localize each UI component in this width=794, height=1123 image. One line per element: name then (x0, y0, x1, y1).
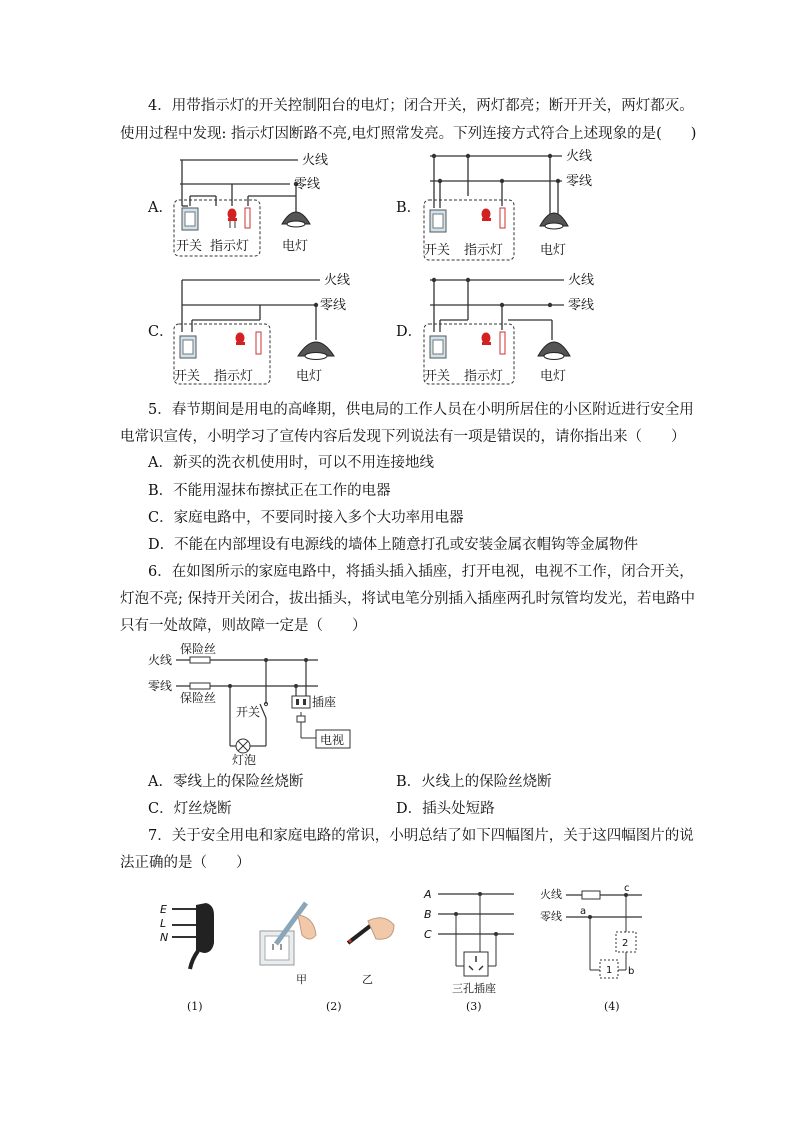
q4-stem-line1: 4．用带指示灯的开关控制阳台的电灯；闭合开关，两灯都亮；断开开关，两灯都灭。 (148, 98, 694, 114)
q7-fig1-caption: (1) (187, 1000, 203, 1013)
q4c-neutral-label: 零线 (320, 298, 347, 313)
q7-fig1-plug (150, 895, 230, 980)
q5-option-b[interactable]: B．不能用湿抹布擦拭正在工作的电器 (148, 483, 391, 499)
q4-stem-line2: 使用过程中发现: 指示灯因断路不亮,电灯照常发亮。下列连接方式符合上述现象的是( ) (120, 126, 697, 142)
q4-circuit-b (420, 148, 600, 263)
q6-stem-line2: 灯泡不亮; 保持开关闭合，拔出插头，将试电笔分别插入插座两孔时氖管均发光，若电路中 (120, 591, 695, 607)
q7-fig4-box2: 2 (622, 938, 629, 949)
q7-fig4-a: a (580, 906, 587, 917)
q6-fuse2-label: 保险丝 (180, 691, 217, 705)
q4-circuit-a (170, 148, 340, 260)
q6-option-b[interactable]: B．火线上的保险丝烧断 (396, 774, 552, 790)
q7-fig4-neutral: 零线 (540, 910, 562, 923)
q4b-indicator-label: 指示灯 (464, 243, 504, 258)
q5-option-d[interactable]: D．不能在内部埋设有电源线的墙体上随意打孔或安装金属衣帽钩等金属物件 (148, 537, 639, 553)
q6-option-a[interactable]: A．零线上的保险丝烧断 (148, 774, 304, 790)
q4a-indicator-label: 指示灯 (210, 239, 250, 254)
q4d-switch-label: 开关 (424, 369, 451, 384)
q7-fig1-l: L (160, 917, 167, 930)
q7-fig2-jia: 甲 (296, 973, 307, 986)
q7-fig3-b: B (424, 908, 432, 921)
q7-fig3-socket (420, 886, 520, 996)
q7-fig4-circuit (538, 884, 648, 984)
q4a-switch-label: 开关 (176, 239, 203, 254)
q4a-neutral-label: 零线 (294, 177, 321, 192)
q4-option-b[interactable]: B． (396, 200, 422, 216)
q7-fig2-caption: (2) (326, 1000, 342, 1013)
q4-circuit-c (170, 272, 360, 387)
q5-stem-line1: 5．春节期间是用电的高峰期，供电局的工作人员在小明所居住的小区附近进行安全用 (148, 402, 694, 418)
q7-stem-line2: 法正确的是（ ） (120, 855, 251, 871)
q6-circuit-figure (146, 642, 356, 766)
q6-option-c[interactable]: C．灯丝烧断 (148, 801, 232, 817)
q7-fig4-b: b (628, 966, 635, 977)
q4-circuit-d (420, 272, 600, 387)
q7-fig4-live: 火线 (540, 888, 562, 901)
q6-stem-line1: 6．在如图所示的家庭电路中，将插头插入插座，打开电视，电视不工作，闭合开关， (148, 564, 694, 580)
q7-fig4-caption: (4) (604, 1000, 620, 1013)
q7-fig4-box1: 1 (606, 965, 613, 976)
q5-option-c[interactable]: C．家庭电路中，不要同时接入多个大功率用电器 (148, 510, 464, 526)
q7-stem-line1: 7．关于安全用电和家庭电路的常识，小明总结了如下四幅图片，关于这四幅图片的说 (148, 828, 694, 844)
q4d-neutral-label: 零线 (568, 298, 595, 313)
q7-fig3-a: A (424, 888, 432, 901)
q6-bulb-label: 灯泡 (232, 753, 257, 767)
q4-option-d[interactable]: D． (396, 324, 423, 340)
q6-switch-label: 开关 (236, 705, 261, 719)
q7-fig2-test-pen (244, 895, 409, 990)
q6-live-label: 火线 (148, 653, 173, 667)
q4c-switch-label: 开关 (174, 369, 201, 384)
q7-fig3-caption: (3) (466, 1000, 482, 1013)
q6-socket-label: 插座 (312, 695, 337, 709)
q7-fig1-n: N (160, 931, 169, 944)
q4b-switch-label: 开关 (424, 243, 451, 258)
q7-fig1-e: E (160, 903, 167, 916)
q7-fig3-c: C (424, 928, 432, 941)
q5-stem-line2: 电常识宣传，小明学习了宣传内容后发现下列说法有一项是错误的，请你指出来（ ） (120, 429, 686, 445)
q4-option-c[interactable]: C． (148, 324, 174, 340)
q6-tv-label: 电视 (320, 733, 345, 747)
q4a-lamp-label: 电灯 (282, 239, 309, 254)
q6-stem-line3: 只有一处故障，则故障一定是（ ） (120, 618, 367, 634)
q7-fig2-yi: 乙 (362, 973, 373, 986)
q7-fig4-c: c (624, 883, 630, 894)
q4c-lamp-label: 电灯 (296, 369, 323, 384)
q6-fuse1-label: 保险丝 (180, 642, 217, 656)
q4b-live-label: 火线 (566, 149, 593, 164)
q5-option-a[interactable]: A．新买的洗衣机使用时，可以不用连接地线 (148, 455, 434, 471)
q4b-lamp-label: 电灯 (540, 243, 567, 258)
q4d-live-label: 火线 (568, 273, 595, 288)
q4-option-a[interactable]: A． (148, 200, 173, 216)
q4b-neutral-label: 零线 (566, 174, 593, 189)
q6-neutral-label: 零线 (148, 679, 173, 693)
q4c-live-label: 火线 (324, 273, 351, 288)
q6-option-d[interactable]: D．插头处短路 (396, 801, 495, 817)
q4c-indicator-label: 指示灯 (214, 369, 254, 384)
q4a-live-label: 火线 (302, 153, 329, 168)
q7-fig3-socket-label: 三孔插座 (452, 982, 496, 995)
q4d-lamp-label: 电灯 (540, 369, 567, 384)
q4d-indicator-label: 指示灯 (464, 369, 504, 384)
